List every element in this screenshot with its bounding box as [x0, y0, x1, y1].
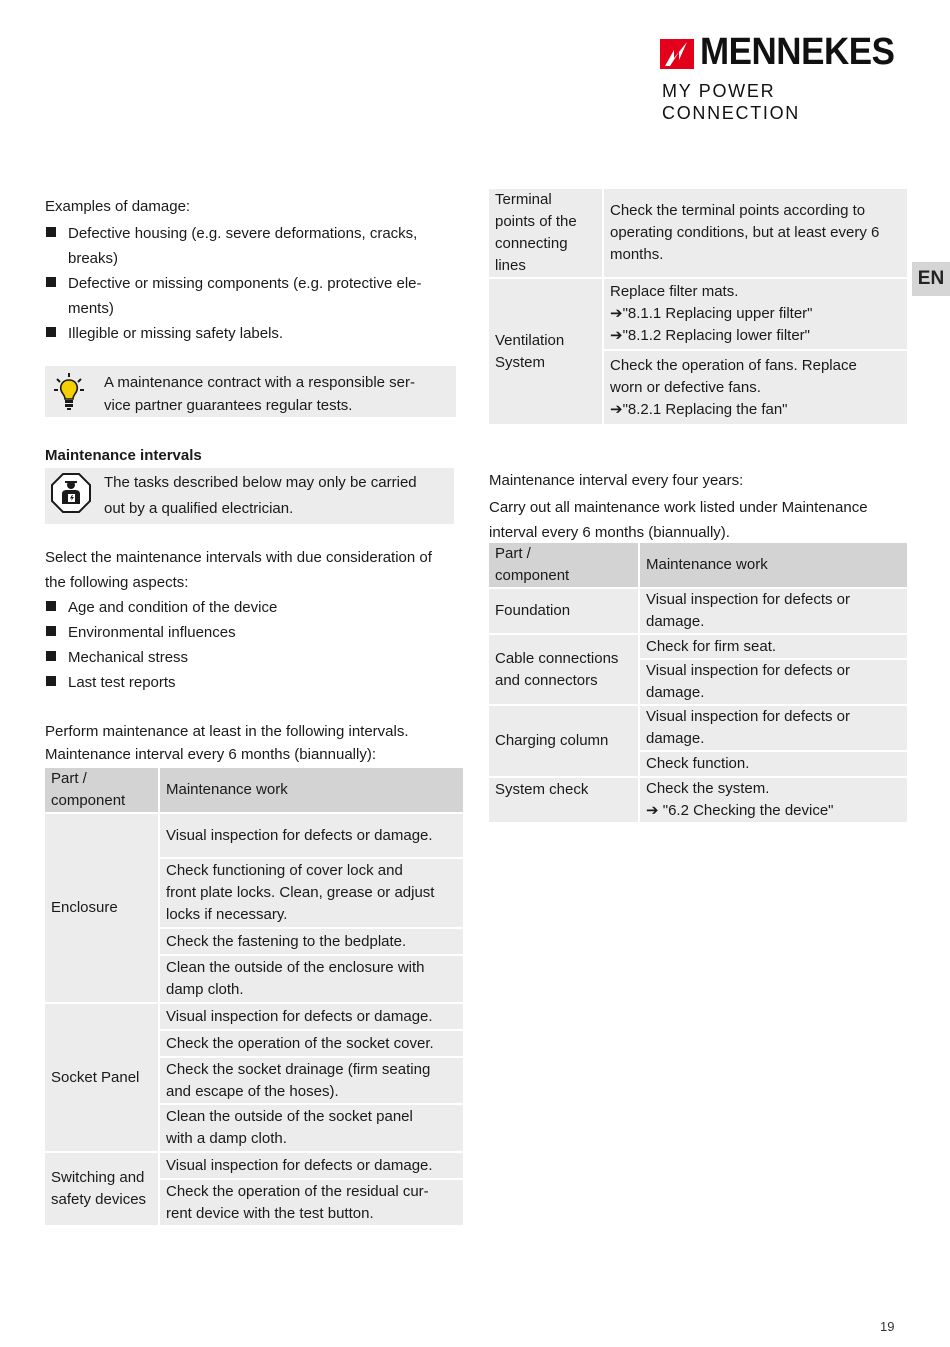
work-cell: Check functioning of cover lock and front plate locks. Clean, grease or adjust locks if necessary.	[159, 858, 464, 928]
cross-reference-link[interactable]: "8.1.1 Replacing upper filter"	[622, 305, 813, 322]
cross-reference-link[interactable]: "6.2 Checking the device"	[662, 802, 834, 819]
table-row	[44, 813, 464, 858]
work-cell: Clean the outside of the socket panel with a damp cloth.	[159, 1104, 464, 1152]
work-cell: Visual inspection for defects or damage.	[639, 588, 908, 634]
table-row	[488, 777, 908, 823]
work-cell: Check the operation of fans. Replace worn or defective fans. ➔"8.2.1 Replacing the fan"	[603, 350, 908, 425]
list-item: Illegible or missing safety labels.	[45, 321, 465, 346]
brand-tagline: MY POWER CONNECTION	[662, 81, 800, 123]
work-cell: Visual inspection for defects or damage.	[159, 813, 464, 858]
work-cell: Visual inspection for defects or damage.	[639, 705, 908, 751]
work-cell: Check the terminal points according to operating conditions, but at least every 6 months.	[603, 188, 908, 278]
tip-box	[45, 366, 456, 417]
part-cell: Socket Panel	[44, 1003, 159, 1152]
damage-section	[45, 196, 465, 346]
six-month-table-continued	[487, 187, 909, 426]
tip-text: A maintenance contract with a responsible ser- vice partner guarantees regular tests.	[104, 374, 415, 414]
table-row	[44, 767, 464, 813]
four-year-text: Carry out all maintenance work listed under Maintenance interval every 6 months (biannually).	[489, 499, 868, 541]
list-item: Defective housing (e.g. severe deformations, cracks, breaks)	[45, 221, 465, 271]
select-intro: Select the maintenance intervals with due consideration of the following aspects:	[45, 549, 432, 591]
work-cell: Visual inspection for defects or damage.	[159, 1003, 464, 1030]
part-cell: System check	[488, 777, 639, 823]
four-year-table	[487, 541, 909, 824]
table-header-work: Maintenance work	[639, 542, 908, 588]
part-cell: Charging column	[488, 705, 639, 777]
work-cell: Clean the outside of the enclosure with damp cloth.	[159, 955, 464, 1003]
list-item: Defective or missing components (e.g. protective ele- ments)	[45, 271, 465, 321]
six-month-table	[43, 766, 465, 1227]
page-number: 19	[880, 1319, 895, 1334]
list-item: Environmental influences	[45, 620, 465, 645]
part-cell: Enclosure	[44, 813, 159, 1003]
table-header-work: Maintenance work	[159, 767, 464, 813]
table-row	[488, 278, 908, 350]
perform-text: Perform maintenance at least in the following intervals.	[45, 723, 409, 740]
list-item: Last test reports	[45, 670, 465, 695]
table-row	[488, 634, 908, 659]
work-cell: Replace filter mats. ➔"8.1.1 Replacing upper filter" ➔"8.1.2 Replacing lower filter"	[603, 278, 908, 350]
aspects-section	[45, 545, 465, 695]
arrow-right-icon: ➔	[646, 802, 663, 819]
mennekes-logo-icon	[660, 39, 694, 69]
work-cell: Check for firm seat.	[639, 634, 908, 659]
work-cell: Visual inspection for defects or damage.	[159, 1152, 464, 1179]
table-row	[44, 1003, 464, 1030]
work-cell: Check the system. ➔ "6.2 Checking the device"	[639, 777, 908, 823]
work-cell: Check the socket drainage (firm seating and escape of the hoses).	[159, 1057, 464, 1104]
intervals-heading: Maintenance intervals	[45, 447, 202, 464]
table-row	[488, 188, 908, 278]
arrow-right-icon: ➔	[610, 305, 623, 322]
work-cell: Visual inspection for defects or damage.	[639, 659, 908, 705]
part-cell: Foundation	[488, 588, 639, 634]
aspects-list	[45, 595, 465, 695]
work-cell: Check the fastening to the bedplate.	[159, 928, 464, 955]
electrician-text: The tasks described below may only be carried out by a qualified electrician.	[104, 474, 417, 517]
work-cell: Check the operation of the residual cur- rent device with the test button.	[159, 1179, 464, 1226]
work-cell: Check the operation of the socket cover.	[159, 1030, 464, 1057]
brand-name: MENNEKES	[700, 31, 895, 73]
electrician-box	[45, 468, 454, 524]
table-row	[488, 705, 908, 751]
electrician-icon	[51, 473, 91, 513]
table-row	[488, 542, 908, 588]
part-cell: Ventilation System	[488, 278, 603, 425]
six-month-title: Maintenance interval every 6 months (biannually):	[45, 746, 377, 763]
cross-reference-link[interactable]: "8.2.1 Replacing the fan"	[622, 400, 788, 418]
damage-list	[45, 221, 465, 346]
part-cell: Terminal points of the connecting lines	[488, 188, 603, 278]
table-row	[488, 588, 908, 634]
mennekes-logo	[660, 31, 910, 123]
language-tab[interactable]: EN	[912, 262, 950, 296]
four-year-title: Maintenance interval every four years:	[489, 472, 744, 489]
part-cell: Cable connections and connectors	[488, 634, 639, 705]
table-row	[44, 1152, 464, 1179]
cross-reference-link[interactable]: "8.1.2 Replacing lower filter"	[622, 327, 810, 344]
work-cell: Check function.	[639, 751, 908, 777]
lightbulb-icon	[53, 372, 85, 412]
part-cell: Switching and safety devices	[44, 1152, 159, 1226]
arrow-right-icon: ➔	[610, 327, 623, 344]
damage-intro: Examples of damage:	[45, 198, 191, 215]
arrow-right-icon: ➔	[610, 400, 623, 418]
table-header-part: Part / component	[44, 767, 159, 813]
table-header-part: Part / component	[488, 542, 639, 588]
list-item: Mechanical stress	[45, 645, 465, 670]
list-item: Age and condition of the device	[45, 595, 465, 620]
